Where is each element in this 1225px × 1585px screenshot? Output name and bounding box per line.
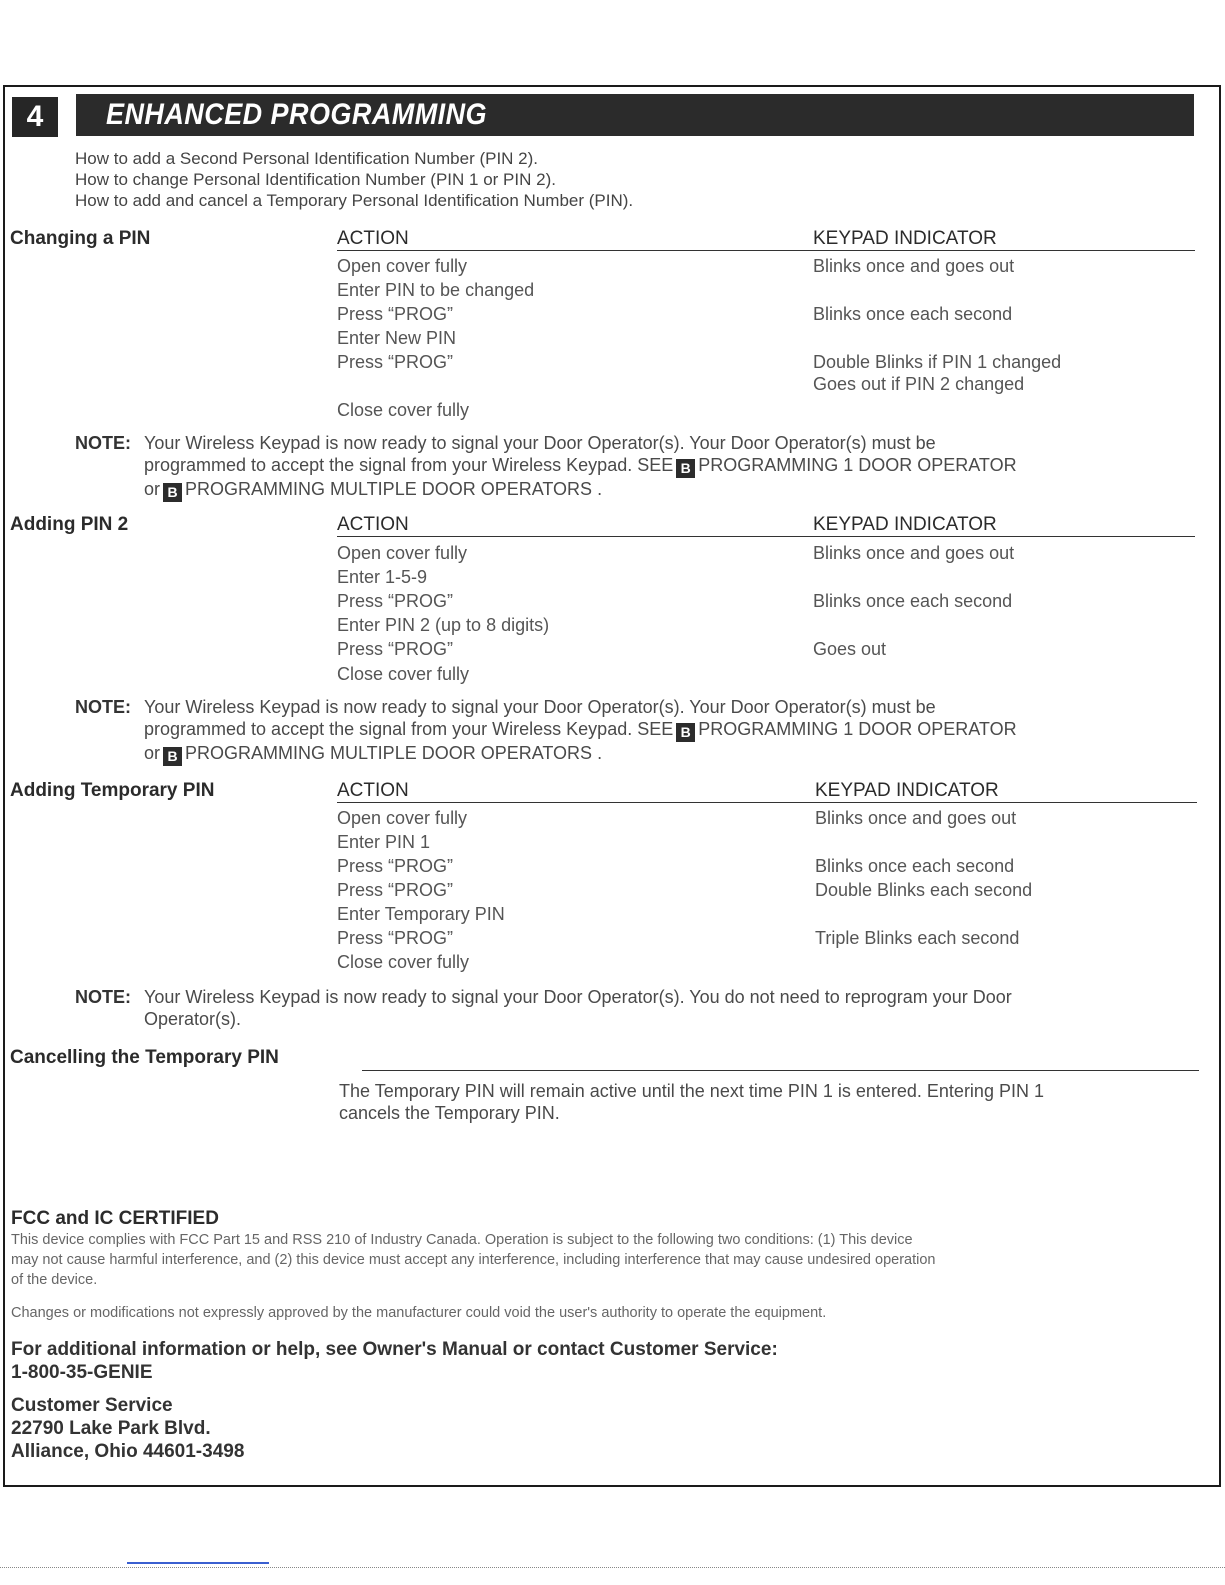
intro-line: How to change Personal Identification Number (PIN 1 or PIN 2). [75,170,556,189]
action-row: Press “PROG” [337,304,454,324]
action-row: Press “PROG” [337,591,454,611]
indicator-header: KEYPAD INDICATOR [815,780,999,801]
changing-pin-title: Changing a PIN [10,228,151,249]
action-row: Enter Temporary PIN [337,904,505,924]
action-row: Press “PROG” [337,639,454,659]
fcc-changes: Changes or modifications not expressly approved by the manufacturer could void the user's authority to operate the equipment. [11,1305,827,1321]
note-label: NOTE: [75,697,131,717]
indicator-row: Blinks once and goes out [813,543,1015,563]
fcc-line: of the device. [11,1272,98,1288]
header-rule [337,250,1195,251]
action-header: ACTION [337,780,409,801]
action-header: ACTION [337,228,409,249]
action-row: Enter 1-5-9 [337,567,428,587]
indicator-row: Triple Blinks each second [815,928,1020,948]
note-line-a: programmed to accept the signal from your Wireless Keypad. SEE [144,455,674,475]
action-row: Enter PIN to be changed [337,280,535,300]
section-b-badge: B [676,723,695,742]
indicator-row: Goes out [813,639,887,659]
note-label: NOTE: [75,987,131,1007]
action-row: Open cover fully [337,256,468,276]
action-header: ACTION [337,514,409,535]
indicator-row: Goes out if PIN 2 changed [813,374,1025,394]
cancelling-line: cancels the Temporary PIN. [339,1103,560,1123]
note-line-a: programmed to accept the signal from your Wireless Keypad. SEE [144,719,674,739]
selection-marker [127,1562,269,1564]
intro-line: How to add and cancel a Temporary Personal Identification Number (PIN). [75,191,634,210]
section-b-badge: B [163,747,182,766]
note-line-b: PROGRAMMING MULTIPLE DOOR OPERATORS . [185,479,603,499]
note-label: NOTE: [75,433,131,453]
address-block [11,1394,244,1463]
section-b-badge: B [163,483,182,502]
note-line: Your Wireless Keypad is now ready to signal your Door Operator(s). You do not need to reprogram your Door [144,987,1012,1007]
contact-phone: 1-800-35-GENIE [11,1362,153,1383]
note-line: Operator(s). [144,1009,242,1029]
contact-line: For additional information or help, see Owner's Manual or contact Customer Service: [11,1339,778,1360]
note-text [144,432,1017,502]
intro-list [75,148,633,211]
fcc-line: This device complies with FCC Part 15 and RSS 210 of Industry Canada. Operation is subject to the following two conditions: (1) This device [11,1232,913,1248]
contact-block [11,1338,778,1384]
note-line-b: PROGRAMMING 1 DOOR OPERATOR [698,719,1017,739]
indicator-row: Double Blinks if PIN 1 changed [813,352,1062,372]
section-number: 4 [12,97,58,137]
indicator-row: Blinks once each second [813,591,1013,611]
action-row: Press “PROG” [337,928,454,948]
header-rule [337,536,1195,537]
fcc-title: FCC and IC CERTIFIED [11,1208,219,1229]
adding-pin2-title: Adding PIN 2 [10,514,129,535]
cancelling-title: Cancelling the Temporary PIN [10,1047,279,1068]
action-row: Press “PROG” [337,352,454,372]
note-line-a: or [144,743,161,763]
indicator-header: KEYPAD INDICATOR [813,514,997,535]
action-row: Enter PIN 2 (up to 8 digits) [337,615,550,635]
action-row: Close cover fully [337,952,470,972]
note-line-b: PROGRAMMING 1 DOOR OPERATOR [698,455,1017,475]
action-row: Open cover fully [337,543,468,563]
page-break-line [0,1567,1225,1568]
note-line [144,454,1017,478]
indicator-row: Blinks once and goes out [815,808,1017,828]
action-row: Press “PROG” [337,856,454,876]
action-row: Close cover fully [337,664,470,684]
fcc-line: may not cause harmful interference, and (2) this device must accept any interference, including interference that may cause undesired operation [11,1252,936,1268]
cancelling-text [339,1080,1044,1124]
note-line [144,718,1017,742]
note-line: Your Wireless Keypad is now ready to signal your Door Operator(s). Your Door Operator(s) must be [144,697,936,717]
note-line: Your Wireless Keypad is now ready to signal your Door Operator(s). Your Door Operator(s) must be [144,433,936,453]
intro-line: How to add a Second Personal Identification Number (PIN 2). [75,149,539,168]
note-line [144,742,1017,766]
address-name: Customer Service [11,1395,173,1416]
indicator-row: Blinks once each second [813,304,1013,324]
note-line-b: PROGRAMMING MULTIPLE DOOR OPERATORS . [185,743,603,763]
indicator-header: KEYPAD INDICATOR [813,228,997,249]
action-row: Enter New PIN [337,328,457,348]
indicator-row: Double Blinks each second [815,880,1033,900]
address-city: Alliance, Ohio 44601-3498 [11,1441,245,1462]
note-line-a: or [144,479,161,499]
action-row: Open cover fully [337,808,468,828]
cancelling-line: The Temporary PIN will remain active until the next time PIN 1 is entered. Entering PIN 1 [339,1081,1044,1101]
temporary-pin-title: Adding Temporary PIN [10,780,215,801]
section-title: ENHANCED PROGRAMMING [106,98,488,131]
note-text [144,986,1012,1030]
note-text [144,696,1017,766]
address-street: 22790 Lake Park Blvd. [11,1418,211,1439]
action-row: Press “PROG” [337,880,454,900]
section-b-badge: B [676,459,695,478]
fcc-text [11,1230,1201,1290]
section-title-bar [76,94,1194,136]
header-rule [337,802,1197,803]
action-row: Close cover fully [337,400,470,420]
note-line [144,478,1017,502]
indicator-row: Blinks once and goes out [813,256,1015,276]
action-row: Enter PIN 1 [337,832,431,852]
indicator-row: Blinks once each second [815,856,1015,876]
cancelling-rule [362,1070,1199,1071]
